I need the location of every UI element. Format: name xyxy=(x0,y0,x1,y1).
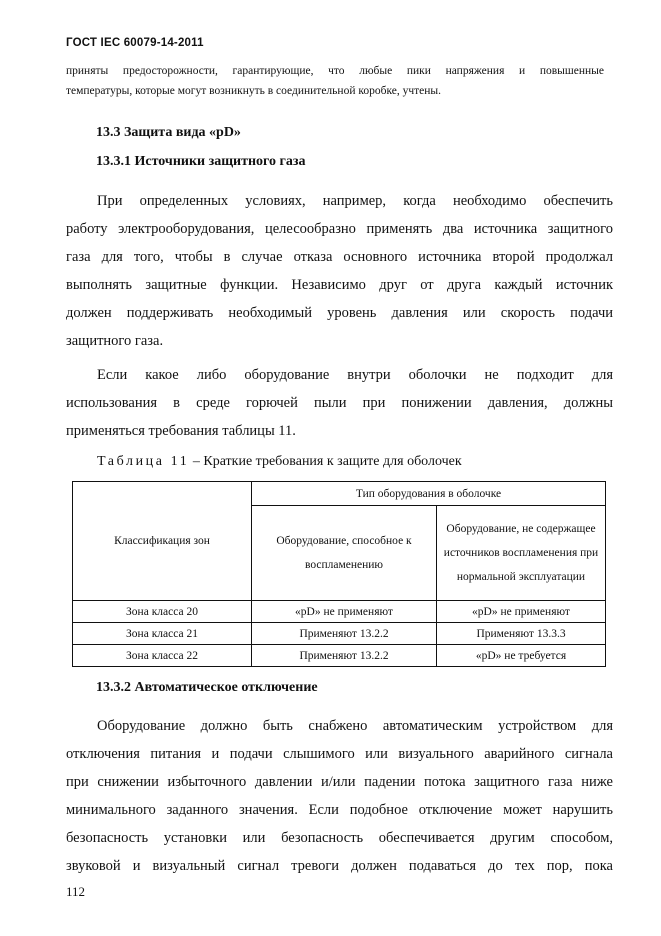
text-line: температуры, которые могут возникнуть в соединительной коробке, учтены. xyxy=(66,84,442,97)
table-header-group: Тип оборудования в оболочке xyxy=(252,482,606,506)
text-line: Если какое либо оборудование внутри оболочки не подходит для xyxy=(97,367,613,383)
paragraph-table-reference xyxy=(66,361,613,445)
table-cell-zone: Зона класса 22 xyxy=(73,645,252,667)
table-header-col1: Оборудование, способное к воспламенению xyxy=(252,506,437,601)
table-row xyxy=(73,601,606,623)
text-line: защитного газа. xyxy=(66,333,164,349)
table-cell-col2: «pD» не применяют xyxy=(437,601,606,623)
text-line: газа для того, чтобы в случае отказа основного источника второй продолжал xyxy=(66,249,613,265)
table-header-row xyxy=(73,482,606,506)
table-cell-col2: Применяют 13.3.3 xyxy=(437,623,606,645)
table-caption xyxy=(97,454,462,470)
table-caption-text: – Краткие требования к защите для оболочек xyxy=(189,454,462,469)
text-line: работу электрооборудования, целесообразно применять два источника защитного xyxy=(66,221,613,237)
page-number: 112 xyxy=(66,884,86,899)
table-cell-col1: «pD» не применяют xyxy=(252,601,437,623)
text-line: должен поддерживать необходимый уровень давления или скорость подачи xyxy=(66,305,613,321)
document-header: ГОСТ IEC 60079-14-2011 xyxy=(66,37,204,49)
text-line: отключения питания и подачи слышимого или визуального аварийного сигнала xyxy=(66,746,613,762)
table-cell-zone: Зона класса 21 xyxy=(73,623,252,645)
table-cell-zone: Зона класса 20 xyxy=(73,601,252,623)
subsection-title: 13.3.2 Автоматическое отключение xyxy=(96,680,318,695)
table-header-col2: Оборудование, не содержащее источников воспламенения при нормальной эксплуатации xyxy=(437,506,606,601)
table-row xyxy=(73,623,606,645)
table-cell-col2: «pD» не требуется xyxy=(437,645,606,667)
table-header-zone: Классификация зон xyxy=(73,482,252,601)
table-row xyxy=(73,645,606,667)
table-caption-label: Таблица 11 xyxy=(97,454,190,469)
paragraph-protective-gas-sources xyxy=(66,187,613,355)
text-line: безопасность установки или безопасность обеспечивается другим способом, xyxy=(66,830,613,846)
table-cell-col1: Применяют 13.2.2 xyxy=(252,645,437,667)
requirements-table xyxy=(72,481,606,667)
section-title: 13.3 Защита вида «pD» xyxy=(96,125,241,140)
text-line: при снижении избыточного давлении и/или падении потока защитного газа ниже xyxy=(66,774,613,790)
text-line: использования в среде горючей пыли при понижении давления, должны xyxy=(66,395,613,411)
text-line: применяться требования таблицы 11. xyxy=(66,423,296,439)
text-line: звуковой и визуальный сигнал тревоги должен подаваться до тех пор, пока xyxy=(66,858,613,874)
text-line: минимального заданного значения. Если подобное отключение может нарушить xyxy=(66,802,613,818)
text-line: Оборудование должно быть снабжено автоматическим устройством для xyxy=(97,718,613,734)
text-line: При определенных условиях, например, когда необходимо обеспечить xyxy=(97,193,613,209)
intro-paragraph xyxy=(66,62,604,101)
paragraph-automatic-shutdown xyxy=(66,712,613,880)
subsection-title: 13.3.1 Источники защитного газа xyxy=(96,154,306,169)
text-line: выполнять защитные функции. Независимо друг от друга каждый источник xyxy=(66,277,613,293)
text-line: приняты предосторожности, гарантирующие, что любые пики напряжения и повышенные xyxy=(66,65,604,77)
table-cell-col1: Применяют 13.2.2 xyxy=(252,623,437,645)
